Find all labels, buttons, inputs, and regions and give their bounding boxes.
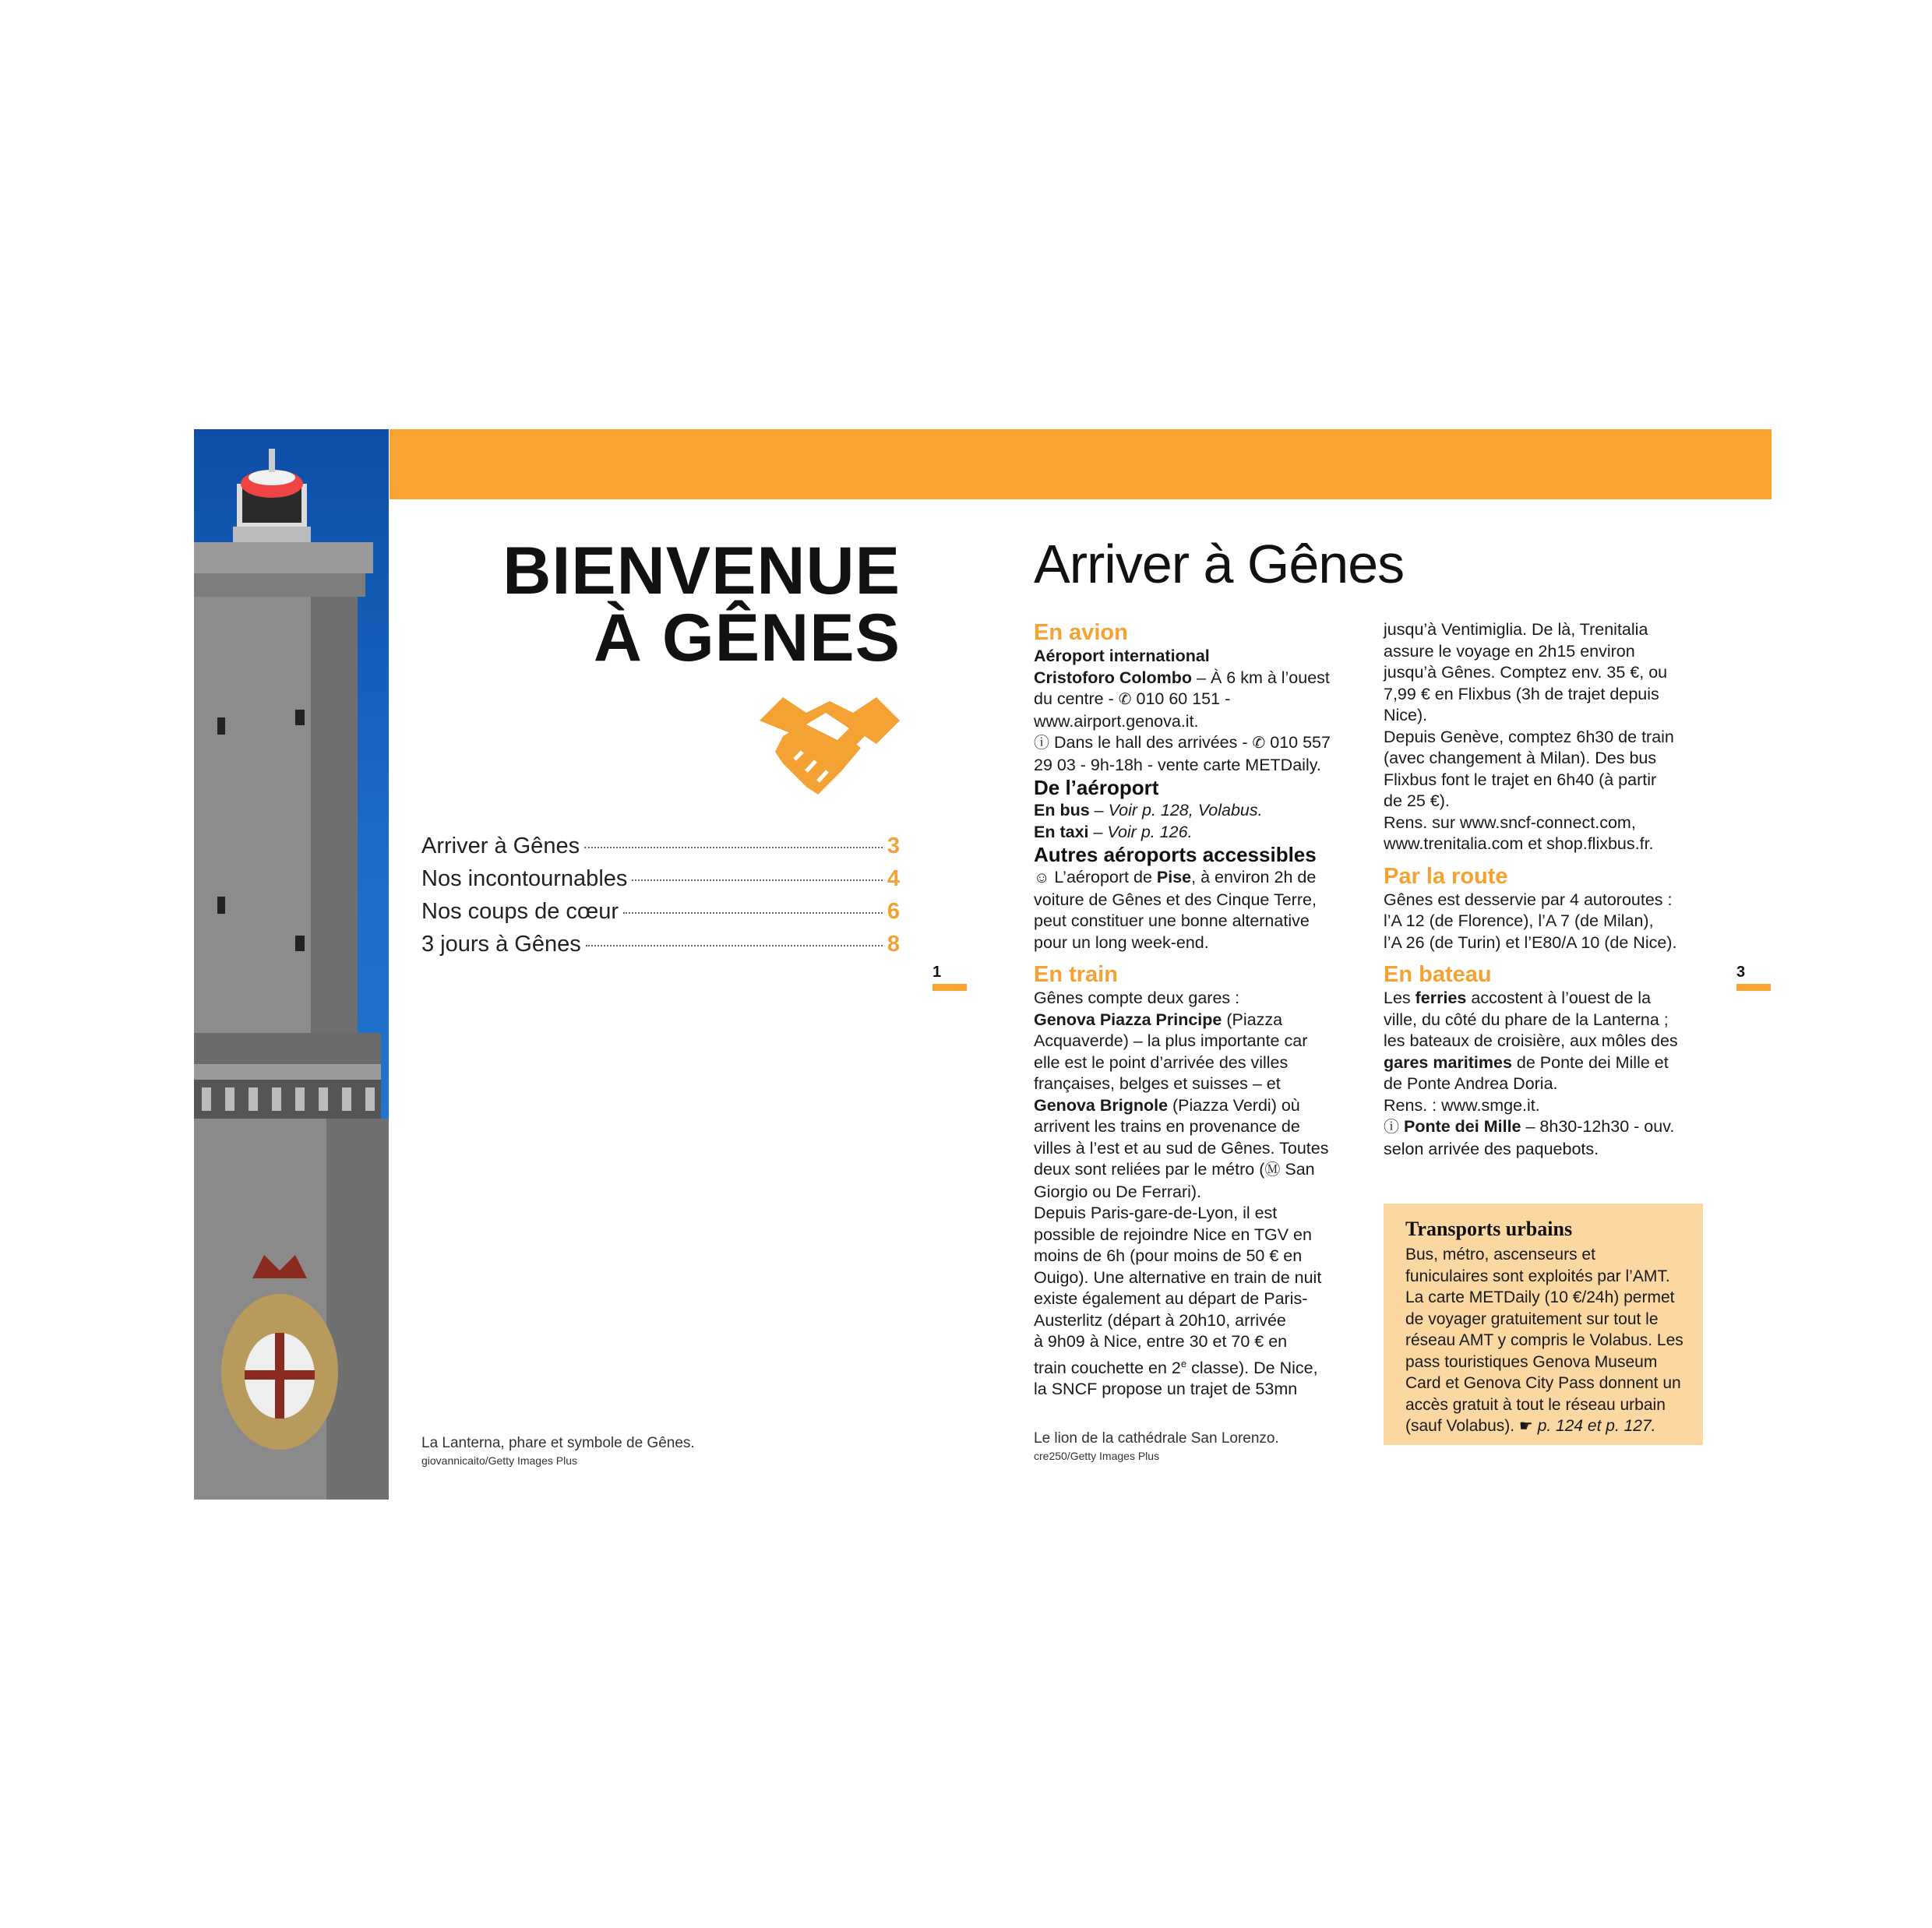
- train-text: Giorgio ou De Ferrari).: [1034, 1182, 1202, 1201]
- superscript: e: [1180, 1357, 1187, 1369]
- train-text: de 25 €).: [1384, 791, 1450, 810]
- handshake-icon: [760, 697, 900, 798]
- caption-credit: cre250/Getty Images Plus: [1034, 1450, 1160, 1462]
- page-marker-right: [1736, 984, 1771, 991]
- heading-en-bateau: En bateau: [1384, 962, 1492, 987]
- boat-text: de Ponte dei Mille et: [1511, 1052, 1669, 1072]
- info-text: 29 03 - 9h-18h - vente carte METDaily.: [1034, 755, 1321, 774]
- boat-bold: ferries: [1415, 989, 1467, 1007]
- taxi-ref: Voir p. 126.: [1107, 822, 1193, 841]
- train-text: Austerlitz (départ à 20h10, arrivée: [1034, 1310, 1286, 1330]
- train-text: 7,99 € en Flixbus (3h de trajet depuis: [1384, 684, 1659, 703]
- box-line: (sauf Volabus).: [1405, 1417, 1519, 1435]
- info-phone: 010 557: [1265, 733, 1331, 752]
- toc-label: Arriver à Gênes: [421, 834, 580, 858]
- boat-text: ville, du côté du phare de la Lanterna ;: [1384, 1010, 1669, 1029]
- box-line: Card et Genova City Pass donnent un: [1405, 1374, 1681, 1392]
- route-text: Gênes est desservie par 4 autoroutes :: [1384, 890, 1673, 909]
- train-text: existe également au départ de Paris-: [1034, 1289, 1308, 1308]
- heading-en-train: En train: [1034, 962, 1118, 987]
- orange-banner: [390, 429, 1772, 499]
- box-line: funiculaires sont exploités par l’AMT.: [1405, 1267, 1670, 1285]
- boat-bold: Ponte dei Mille: [1399, 1117, 1521, 1136]
- train-text: villes à l’est et au sud de Gênes. Toutes: [1034, 1138, 1329, 1158]
- box-line: réseau AMT y compris le Volabus. Les: [1405, 1331, 1683, 1349]
- page-title: Arriver à Gênes: [1034, 534, 1405, 594]
- toc-label: Nos incontournables: [421, 866, 628, 891]
- boat-text: les bateaux de croisière, aux môles des: [1384, 1031, 1678, 1050]
- box-line: accès gratuit à tout le réseau urbain: [1405, 1395, 1666, 1414]
- pise-text: pour un long week-end.: [1034, 932, 1209, 952]
- smiley-icon: ☺: [1034, 869, 1050, 886]
- train-text: Depuis Genève, comptez 6h30 de train: [1384, 727, 1674, 746]
- info-text: Dans le hall des arrivées -: [1049, 733, 1253, 752]
- train-text: françaises, belges et suisses – et: [1034, 1074, 1281, 1093]
- toc-leader: [584, 847, 883, 848]
- pise-text: , à environ 2h de: [1191, 868, 1317, 886]
- train-text: (avec changement à Milan). Des bus: [1384, 749, 1657, 767]
- toc-page: 6: [887, 899, 900, 924]
- box-line: La carte METDaily (10 €/24h) permet: [1405, 1288, 1675, 1306]
- airport-web[interactable]: www.airport.genova.it.: [1034, 711, 1199, 731]
- page-marker-left: [933, 984, 967, 991]
- boat-text: Les: [1384, 989, 1416, 1007]
- toc-label: Nos coups de cœur: [421, 899, 619, 924]
- train-text: classe). De Nice,: [1186, 1358, 1318, 1377]
- train-text: Gênes compte deux gares :: [1034, 989, 1240, 1007]
- pise-text: L’aéroport de: [1049, 868, 1157, 886]
- heading-par-la-route: Par la route: [1384, 863, 1508, 889]
- train-text: assure le voyage en 2h15 environ: [1384, 641, 1635, 661]
- column-2: [1384, 619, 1719, 1160]
- lanterna-photo: [194, 429, 389, 1500]
- title-line-2: À GÊNES: [593, 601, 901, 675]
- train-text: deux sont reliées par le métro (: [1034, 1160, 1265, 1179]
- train-text: Rens. sur www.sncf-connect.com,: [1384, 812, 1636, 832]
- airport-phone: 010 60 151 -: [1131, 689, 1231, 708]
- heading-de-aeroport: De l’aéroport: [1034, 776, 1159, 799]
- bus-ref: Voir p. 128, Volabus.: [1108, 801, 1263, 819]
- train-text: Flixbus font le trajet en 6h40 (à partir: [1384, 770, 1657, 789]
- caption-credit: giovannicaito/Getty Images Plus: [421, 1454, 577, 1467]
- toc-item[interactable]: [421, 932, 900, 964]
- photo-caption-right: [1034, 1430, 1279, 1465]
- phone-icon: ✆: [1118, 691, 1132, 708]
- boat-text: Rens. : www.smge.it.: [1384, 1095, 1540, 1115]
- train-text: (Piazza: [1222, 1010, 1283, 1029]
- title-line-1: BIENVENUE: [502, 534, 901, 608]
- train-text: Acquaverde) – la plus importante car: [1034, 1031, 1308, 1050]
- pise-bold: Pise: [1156, 868, 1192, 886]
- toc-page: 8: [887, 932, 900, 957]
- toc-item[interactable]: [421, 899, 900, 932]
- info-icon: ⓘ: [1384, 1119, 1399, 1136]
- train-text: elle est le point d’arrivée des villes: [1034, 1052, 1289, 1072]
- train-text: jusqu’à Ventimiglia. De là, Trenitalia: [1384, 620, 1648, 639]
- train-text: Nice).: [1384, 706, 1428, 724]
- airport-name: Cristoforo Colombo: [1034, 668, 1193, 687]
- page-number-right: 3: [1736, 964, 1746, 981]
- box-line: Bus, métro, ascenseurs et: [1405, 1246, 1595, 1264]
- box-title: Transports urbains: [1405, 1218, 1573, 1240]
- page-number-left: 1: [933, 964, 942, 981]
- transports-urbains-box: [1384, 1204, 1703, 1445]
- toc-item[interactable]: [421, 866, 900, 899]
- table-of-contents: [421, 834, 900, 964]
- boat-text: – 8h30-12h30 - ouv.: [1521, 1117, 1675, 1136]
- boat-text: selon arrivée des paquebots.: [1384, 1139, 1599, 1158]
- route-text: l’A 26 (de Turin) et l’E80/A 10 (de Nice).: [1384, 932, 1677, 952]
- train-text: train couchette en 2: [1034, 1358, 1181, 1377]
- train-text: jusqu’à Gênes. Comptez env. 35 €, ou: [1384, 663, 1668, 682]
- boat-bold: gares maritimes: [1384, 1052, 1512, 1072]
- heading-autres-aeroports: Autres aéroports accessibles: [1034, 843, 1317, 866]
- route-text: l’A 12 (de Florence), l’A 7 (de Milan),: [1384, 911, 1654, 930]
- train-text: moins de 6h (pour moins de 50 € en: [1034, 1246, 1303, 1265]
- pise-text: voiture de Gênes et des Cinque Terre,: [1034, 890, 1317, 909]
- column-1: [1034, 619, 1369, 1401]
- airport-text: du centre -: [1034, 689, 1119, 708]
- train-text: Ouigo). Une alternative en train de nuit: [1034, 1267, 1322, 1287]
- airport-name: Aéroport international: [1034, 647, 1210, 665]
- boat-text: de Ponte Andrea Doria.: [1384, 1074, 1558, 1093]
- separator: –: [1089, 801, 1109, 819]
- train-text: la SNCF propose un trajet de 53mn: [1034, 1380, 1298, 1399]
- train-text: Depuis Paris-gare-de-Lyon, il est: [1034, 1204, 1278, 1222]
- box-line: pass touristiques Genova Museum: [1405, 1352, 1658, 1371]
- train-text: San: [1280, 1160, 1315, 1179]
- photo-caption-left: [421, 1435, 695, 1469]
- separator: –: [1088, 822, 1108, 841]
- toc-label: 3 jours à Gênes: [421, 932, 581, 957]
- station-brignole: Genova Brignole: [1034, 1095, 1169, 1115]
- train-text: à 9h09 à Nice, entre 30 et 70 € en: [1034, 1332, 1288, 1351]
- info-icon: ⓘ: [1034, 735, 1049, 752]
- see-reference-icon: ☛: [1518, 1418, 1533, 1435]
- box-line: de voyager gratuitement sur tout le: [1405, 1309, 1659, 1328]
- pise-text: peut constituer une bonne alternative: [1034, 911, 1310, 930]
- phone-icon: ✆: [1252, 735, 1266, 752]
- toc-page: 4: [887, 866, 900, 891]
- boat-text: accostent à l’ouest de la: [1466, 989, 1652, 1007]
- bus-label: En bus: [1034, 801, 1090, 819]
- caption-text: La Lanterna, phare et symbole de Gênes.: [421, 1435, 695, 1451]
- caption-text: Le lion de la cathédrale San Lorenzo.: [1034, 1430, 1279, 1447]
- train-text: possible de rejoindre Nice en TGV en: [1034, 1225, 1312, 1244]
- toc-leader: [623, 912, 883, 914]
- train-text: (Piazza Verdi) où: [1168, 1095, 1300, 1115]
- train-text: arrivent les trains en provenance de: [1034, 1117, 1300, 1136]
- toc-item[interactable]: [421, 834, 900, 866]
- train-text: www.trenitalia.com et shop.flixbus.fr.: [1384, 834, 1654, 853]
- toc-leader: [586, 945, 883, 946]
- box-ref: p. 124 et p. 127.: [1532, 1417, 1656, 1435]
- heading-en-avion: En avion: [1034, 620, 1128, 645]
- box-body: [1405, 1244, 1694, 1438]
- toc-leader: [632, 879, 882, 881]
- lighthouse-illustration: [194, 429, 389, 1500]
- station-principe: Genova Piazza Principe: [1034, 1010, 1222, 1029]
- airport-text: – À 6 km à l’ouest: [1192, 668, 1330, 687]
- metro-icon: Ⓜ: [1264, 1161, 1281, 1179]
- toc-page: 3: [887, 834, 900, 858]
- taxi-label: En taxi: [1034, 822, 1089, 841]
- welcome-title: [499, 534, 901, 675]
